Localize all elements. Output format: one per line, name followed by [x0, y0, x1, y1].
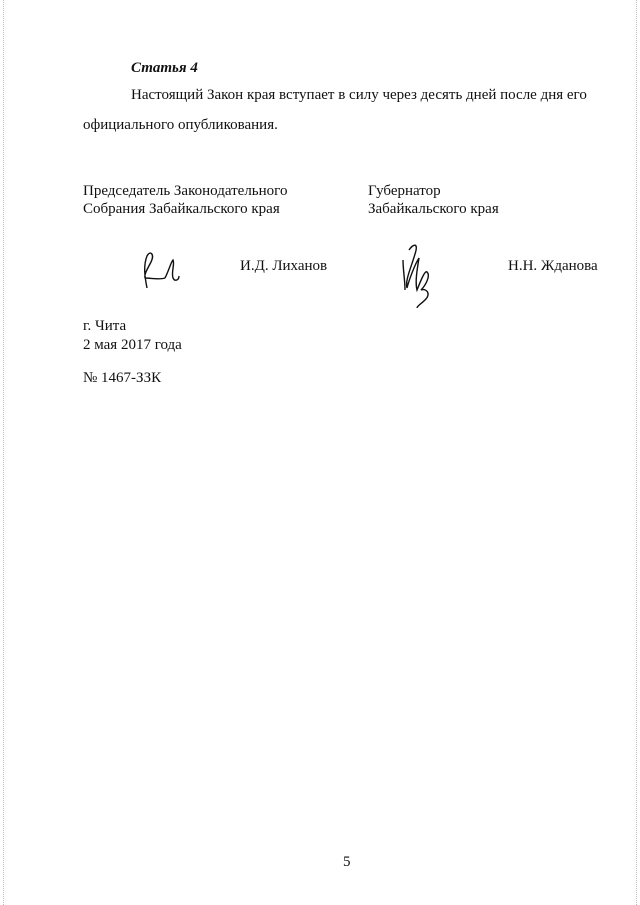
left-signatory-title-1: Председатель Законодательного	[83, 183, 288, 199]
right-signatory-title-2: Забайкальского края	[368, 201, 499, 217]
law-number: № 1467-ЗЗК	[83, 370, 162, 386]
article-heading: Статья 4	[131, 60, 198, 76]
scan-edge-left	[3, 0, 5, 905]
scan-edge-right	[636, 0, 638, 905]
right-signatory-name: Н.Н. Жданова	[508, 258, 598, 274]
right-signature	[395, 240, 445, 310]
article-text-line-1: Настоящий Закон края вступает в силу через десять дней после дня его	[131, 87, 587, 103]
article-text-line-2: официального опубликования.	[83, 117, 278, 133]
left-signatory-title-2: Собрания Забайкальского края	[83, 201, 280, 217]
page-number: 5	[343, 854, 351, 870]
place: г. Чита	[83, 318, 127, 334]
date: 2 мая 2017 года	[83, 337, 182, 353]
right-signatory-title-1: Губернатор	[368, 183, 441, 199]
left-signatory-name: И.Д. Лиханов	[240, 258, 328, 274]
left-signature	[135, 248, 185, 298]
